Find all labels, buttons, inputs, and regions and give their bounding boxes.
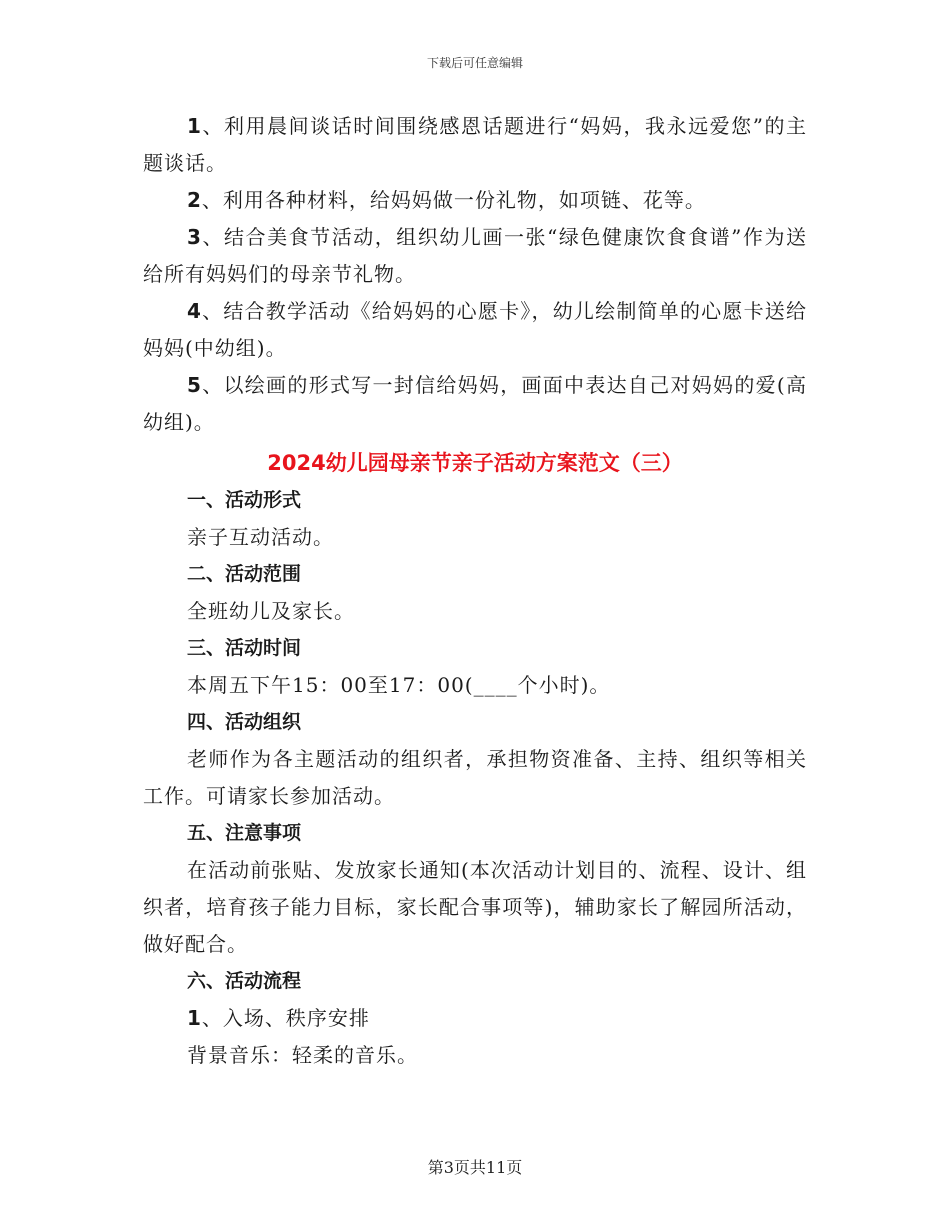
list-item-number: 3 <box>187 225 202 249</box>
paragraph-activity-scope: 全班幼儿及家长。 <box>187 599 355 623</box>
heading-activity-scope: 二、活动范围 <box>187 563 302 585</box>
heading-activity-time: 三、活动时间 <box>187 637 302 659</box>
list-item-number: 4 <box>187 299 202 323</box>
list-item <box>143 293 807 367</box>
paragraph-flow-detail: 背景音乐：轻柔的音乐。 <box>187 1043 418 1067</box>
section-title: 2024幼儿园母亲节亲子活动方案范文（三） <box>267 451 683 475</box>
list-item-text: 、结合美食节活动，组织幼儿画一张“绿色健康饮食食谱”作为送给所有妈妈们的母亲节礼物。 <box>143 225 807 286</box>
paragraph-notes: 在活动前张贴、发放家长通知(本次活动计划目的、流程、设计、组织者，培育孩子能力目标，家长配合事项等)，辅助家长了解园所活动，做好配合。 <box>143 858 807 956</box>
list-item-number: 2 <box>187 188 202 212</box>
list-item-text: 、利用晨间谈话时间围绕感恩话题进行“妈妈，我永远爱您”的主题谈话。 <box>143 114 807 175</box>
list-item <box>143 219 807 293</box>
flow-item-number: 1 <box>187 1006 202 1030</box>
list-item <box>143 367 807 441</box>
list-item-text: 、结合教学活动《给妈妈的心愿卡》，幼儿绘制简单的心愿卡送给妈妈(中幼组)。 <box>143 299 807 360</box>
list-item-text: 、利用各种材料，给妈妈做一份礼物，如项链、花等。 <box>201 188 706 212</box>
list-item-text: 、以绘画的形式写一封信给妈妈，画面中表达自己对妈妈的爱(高幼组)。 <box>143 373 807 434</box>
list-item <box>143 108 807 182</box>
heading-activity-flow: 六、活动流程 <box>187 970 302 992</box>
flow-item-text: 、入场、秩序安排 <box>201 1006 370 1030</box>
header-note: 下载后可任意编辑 <box>426 56 523 70</box>
paragraph-activity-time: 本周五下午15：00至17：00(____个小时)。 <box>187 673 611 697</box>
paragraph-activity-organization: 老师作为各主题活动的组织者，承担物资准备、主持、组织等相关工作。可请家长参加活动。 <box>143 747 807 808</box>
heading-notes: 五、注意事项 <box>187 822 302 844</box>
flow-item <box>143 1000 807 1037</box>
page-footer: 第3页共11页 <box>427 1158 523 1177</box>
list-item <box>143 182 807 219</box>
paragraph-activity-form: 亲子互动活动。 <box>187 525 334 549</box>
heading-activity-form: 一、活动形式 <box>187 489 302 511</box>
document-body <box>143 108 807 1074</box>
heading-activity-organization: 四、活动组织 <box>187 711 302 733</box>
list-item-number: 5 <box>187 373 202 397</box>
list-item-number: 1 <box>187 114 202 138</box>
